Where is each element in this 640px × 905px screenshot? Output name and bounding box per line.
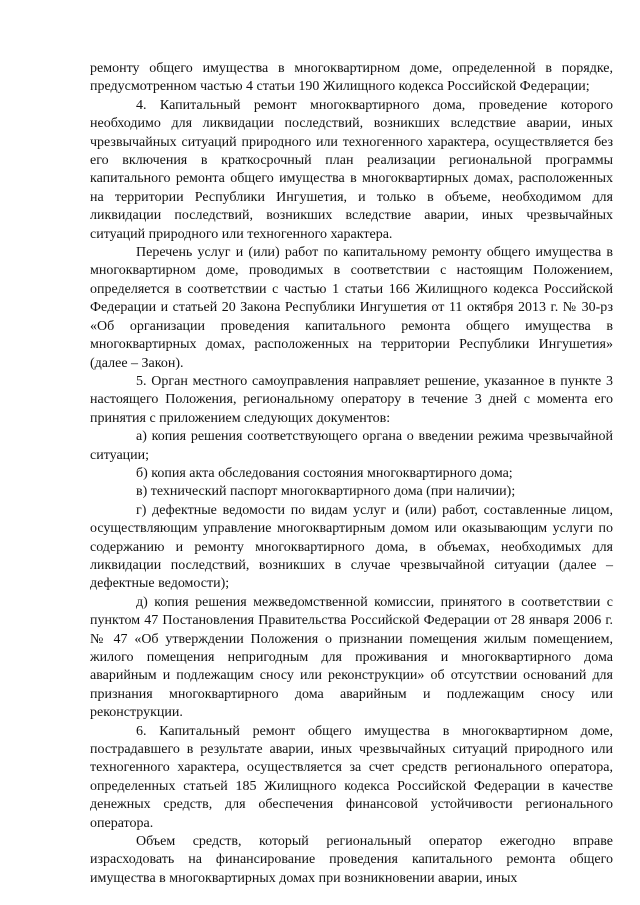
paragraph-services-list: Перечень услуг и (или) работ по капитальному ремонту общего имущества в многоквартирном доме, проводимых в соответствии с настоящим Положением, определяется в соответствии с частью 1 статьи 166 Жилищного кодекса Российской Федерации и статьей 20 Закона Республики Ингушетия от 11 октября 2013 г. № 30-рз «Об организации проведения капитального ремонта общего имущества в многоквартирных домах, расположенных на территории Республики Ингушетия» (далее – Закон). — [90, 245, 613, 371]
list-item-a: а) копия решения соответствующего органа о введении режима чрезвычайной ситуации; — [90, 429, 613, 463]
paragraph-funds-volume: Объем средств, который региональный оператор ежегодно вправе израсходовать на финансирование проведения капитального ремонта общего имущества в многоквартирных домах при возникновении аварии, иных — [90, 834, 613, 886]
paragraph-continuation: ремонту общего имущества в многоквартирном доме, определенной в порядке, предусмотренном частью 4 статьи 190 Жилищного кодекса Российской Федерации; — [90, 61, 613, 95]
list-item-v: в) технический паспорт многоквартирного дома (при наличии); — [136, 484, 516, 500]
list-item-g: г) дефектные ведомости по видам услуг и (или) работ, составленные лицом, осуществляющим управление многоквартирным домом или оказывающим услуги по содержанию и ремонту многоквартирного дома, в объемах, необходимых для ликвидации последствий, возникших в случае чрезвычайной ситуации (далее – дефектные ведомости); — [90, 502, 613, 592]
list-item-d: д) копия решения межведомственной комиссии, принятого в соответствии с пунктом 47 Постановления Правительства Российской Федерации от 28 января 2006 г. № 47 «Об утверждении Положения о признании помещения жилым помещением, жилого помещения непригодным для проживания и многоквартирного дома аварийным и подлежащим сносу или реконструкции» об отсутствии оснований для признания многоквартирного дома аварийным и подлежащим сносу или реконструкции. — [90, 594, 613, 721]
paragraph-item-4: 4. Капитальный ремонт многоквартирного дома, проведение которого необходимо для ликвидации последствий, возникших вследствие аварии, иных чрезвычайных ситуаций природного или техногенного характера, осуществляется без его включения в краткосрочный план реализации региональной программы капитального ремонта общего имущества в многоквартирных домах, расположенных на территории Республики Ингушетия, и только в объеме, необходимом для ликвидации последствий, возникших вследствие аварии, иных чрезвычайных ситуаций природного или техногенного характера. — [90, 97, 613, 242]
paragraph-item-5: 5. Орган местного самоуправления направляет решение, указанное в пункте 3 настоящего Положения, региональному оператору в течение 3 дней с момента его принятия с приложением следующих документов: — [90, 373, 613, 426]
list-item-b: б) копия акта обследования состояния многоквартирного дома; — [136, 465, 513, 481]
paragraph-item-6: 6. Капитальный ремонт общего имущества в многоквартирном доме, пострадавшего в результате аварии, иных чрезвычайных ситуаций природного или техногенного характера, осуществляется за счет средств регионального оператора, определенных статьей 185 Жилищного кодекса Российской Федерации в качестве денежных средств, для обеспечения финансовой устойчивости регионального оператора. — [90, 723, 613, 831]
